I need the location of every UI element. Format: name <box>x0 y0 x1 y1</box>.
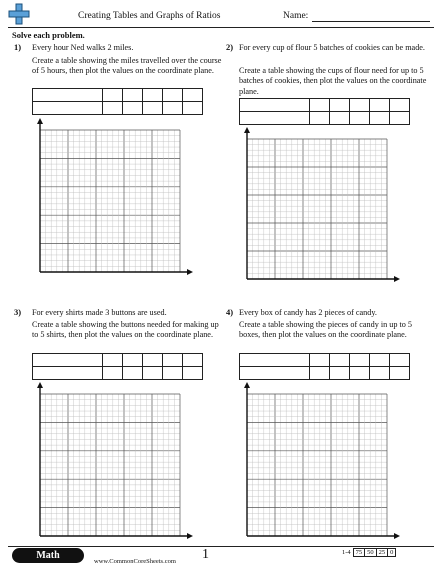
table-row <box>340 549 396 557</box>
table-cell[interactable] <box>183 354 203 367</box>
table-row <box>33 354 203 367</box>
y-axis-arrow <box>244 127 250 133</box>
footer-divider <box>8 546 434 547</box>
problem-2-answer-table[interactable] <box>239 98 410 125</box>
table-cell[interactable] <box>330 99 350 112</box>
table-cell[interactable] <box>143 354 163 367</box>
score-label: 25 <box>376 549 388 557</box>
table-cell[interactable] <box>163 354 183 367</box>
table-row <box>240 354 410 367</box>
table-cell[interactable] <box>103 367 123 380</box>
table-cell[interactable] <box>240 99 310 112</box>
table-cell[interactable] <box>163 102 183 115</box>
y-axis-arrow <box>244 382 250 388</box>
table-cell[interactable] <box>370 367 390 380</box>
table-cell[interactable] <box>163 367 183 380</box>
table-cell[interactable] <box>330 112 350 125</box>
table-cell[interactable] <box>33 89 103 102</box>
problem-1-coordinate-plane[interactable] <box>33 118 193 278</box>
table-cell[interactable] <box>103 102 123 115</box>
instructions: Solve each problem. <box>12 30 85 40</box>
table-row <box>33 89 203 102</box>
table-cell[interactable] <box>310 99 330 112</box>
table-cell[interactable] <box>123 102 143 115</box>
table-cell[interactable] <box>370 354 390 367</box>
table-cell[interactable] <box>143 102 163 115</box>
problem-4-coordinate-plane[interactable] <box>240 382 400 542</box>
subject-badge: Math <box>12 548 84 563</box>
table-cell[interactable] <box>350 99 370 112</box>
problem-1-task: Create a table showing the miles travelled over the course of 5 hours, then plot the values on the coordinate plane. <box>32 56 222 76</box>
name-label: Name: <box>283 11 309 21</box>
problem-3-task: Create a table showing the buttons needed for making up to 5 shirts, then plot the values on the coordinate plane. <box>32 320 219 340</box>
score-label: 75 <box>353 549 365 557</box>
problem-4-number: 4) <box>226 307 234 317</box>
score-label: 1-4 <box>342 549 351 556</box>
page-number: 1 <box>202 547 209 562</box>
table-row <box>33 102 203 115</box>
x-axis-arrow <box>187 533 193 539</box>
problem-4-statement: Every box of candy has 2 pieces of candy. <box>239 308 377 317</box>
problem-2-number: 2) <box>226 42 234 52</box>
table-cell[interactable] <box>390 354 410 367</box>
table-row <box>240 367 410 380</box>
problem-1-statement: Every hour Ned walks 2 miles. <box>32 43 134 52</box>
table-cell[interactable] <box>240 367 310 380</box>
header-divider <box>8 27 434 28</box>
worksheet-title: Creating Tables and Graphs of Ratios <box>78 11 221 21</box>
table-cell[interactable] <box>183 367 203 380</box>
table-row <box>240 99 410 112</box>
table-cell[interactable] <box>370 99 390 112</box>
table-cell[interactable] <box>350 354 370 367</box>
table-cell[interactable] <box>390 367 410 380</box>
x-axis-arrow <box>394 276 400 282</box>
table-cell[interactable] <box>33 354 103 367</box>
problem-4-task: Create a table showing the pieces of candy in up to 5 boxes, then plot the values on the coordinate plane. <box>239 320 413 340</box>
table-cell[interactable] <box>123 354 143 367</box>
table-cell[interactable] <box>240 354 310 367</box>
table-cell[interactable] <box>390 99 410 112</box>
table-cell[interactable] <box>330 367 350 380</box>
problem-3-number: 3) <box>14 307 22 317</box>
name-field[interactable] <box>312 21 430 22</box>
x-axis-arrow <box>394 533 400 539</box>
table-cell[interactable] <box>33 367 103 380</box>
table-cell[interactable] <box>163 89 183 102</box>
website-text: www.CommonCoreSheets.com <box>94 558 176 565</box>
problem-1-number: 1) <box>14 42 22 52</box>
score-label: 0 <box>388 549 396 557</box>
table-cell[interactable] <box>350 112 370 125</box>
table-row <box>33 367 203 380</box>
problem-2-coordinate-plane[interactable] <box>240 127 400 285</box>
table-cell[interactable] <box>370 112 390 125</box>
table-cell[interactable] <box>183 89 203 102</box>
plus-logo-icon <box>8 3 30 25</box>
problem-2-task: Create a table showing the cups of flour need for up to 5 batches of cookies, then plot the values on the coordinate plane. <box>239 66 427 96</box>
y-axis-arrow <box>37 382 43 388</box>
table-cell[interactable] <box>33 102 103 115</box>
problem-4-answer-table[interactable] <box>239 353 410 380</box>
table-cell[interactable] <box>240 112 310 125</box>
table-cell[interactable] <box>103 354 123 367</box>
table-cell[interactable] <box>330 354 350 367</box>
problem-2-statement: For every cup of flour 5 batches of cookies can be made. <box>239 43 425 52</box>
table-cell[interactable] <box>350 367 370 380</box>
table-cell[interactable] <box>103 89 123 102</box>
score-label: 50 <box>365 549 377 557</box>
problem-1-answer-table[interactable] <box>32 88 203 115</box>
table-cell[interactable] <box>310 112 330 125</box>
problem-3-statement: For every shirts made 3 buttons are used. <box>32 308 167 317</box>
table-cell[interactable] <box>143 367 163 380</box>
table-cell[interactable] <box>123 89 143 102</box>
table-cell[interactable] <box>310 367 330 380</box>
table-row <box>240 112 410 125</box>
table-cell[interactable] <box>183 102 203 115</box>
problem-3-coordinate-plane[interactable] <box>33 382 193 542</box>
table-cell[interactable] <box>390 112 410 125</box>
table-cell[interactable] <box>123 367 143 380</box>
table-cell[interactable] <box>143 89 163 102</box>
score-table <box>340 548 396 557</box>
y-axis-arrow <box>37 118 43 124</box>
problem-3-answer-table[interactable] <box>32 353 203 380</box>
x-axis-arrow <box>187 269 193 275</box>
table-cell[interactable] <box>310 354 330 367</box>
